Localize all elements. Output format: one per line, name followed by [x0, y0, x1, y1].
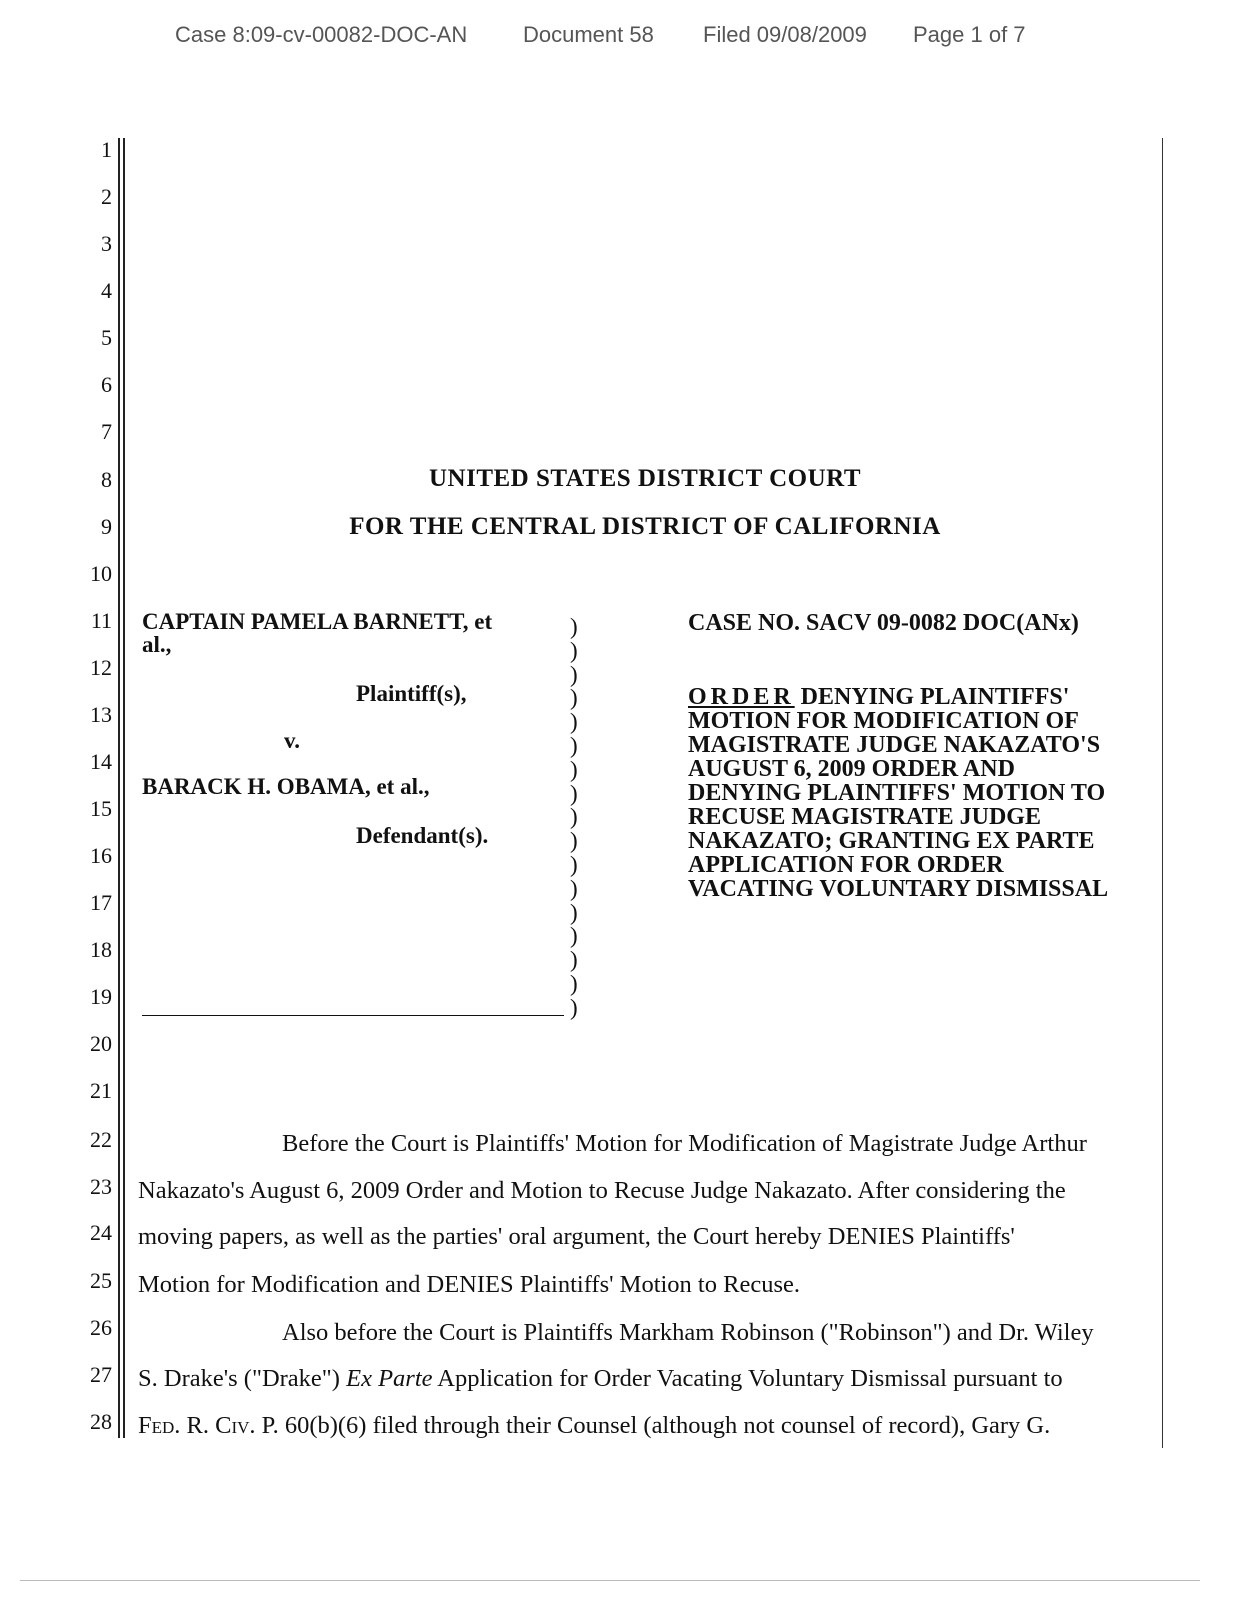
- header-document-number: Document 58: [523, 22, 654, 47]
- body-line-27-italic: Ex Parte: [346, 1365, 433, 1392]
- line-number: 3: [101, 231, 112, 256]
- body-line-23: Nakazato's August 6, 2009 Order and Motion to Recuse Judge Nakazato. After considering the: [138, 1177, 1066, 1204]
- header-page-count: Page 1 of 7: [913, 22, 1026, 47]
- body-line-28-b: 60(b)(6) filed through their Counsel (although not counsel of record), Gary G.: [278, 1412, 1051, 1439]
- line-number: 20: [90, 1031, 112, 1056]
- line-number: 1: [101, 137, 112, 162]
- defendant-label: Defendant(s).: [356, 823, 489, 848]
- plaintiff-name-line1: CAPTAIN PAMELA BARNETT, et: [142, 609, 493, 634]
- versus: v.: [284, 728, 300, 753]
- line-number: 22: [90, 1127, 112, 1152]
- left-margin-rule: [118, 138, 120, 1438]
- line-number: 24: [90, 1220, 112, 1245]
- body-line-26: Also before the Court is Plaintiffs Markham Robinson ("Robinson") and Dr. Wiley: [282, 1319, 1094, 1346]
- line-number: 28: [90, 1409, 112, 1434]
- line-number: 4: [101, 278, 112, 303]
- plaintiff-name-line2: al.,: [142, 632, 172, 657]
- body-line-22: Before the Court is Plaintiffs' Motion for Modification of Magistrate Judge Arthur: [282, 1130, 1087, 1157]
- line-number: 19: [90, 984, 112, 1009]
- line-number: 26: [90, 1315, 112, 1340]
- caption-underline: [142, 1015, 564, 1016]
- case-number: CASE NO. SACV 09-0082 DOC(ANx): [688, 610, 1079, 636]
- line-number: 27: [90, 1362, 112, 1387]
- line-number: 15: [90, 796, 112, 821]
- line-number: 16: [90, 843, 112, 868]
- rule-citation: Fed. R. Civ. P.: [138, 1412, 279, 1439]
- line-number: 9: [101, 514, 112, 539]
- defendant-name: BARACK H. OBAMA, et al.,: [142, 774, 430, 799]
- body-line-24: moving papers, as well as the parties' oral argument, the Court hereby DENIES Plaintiffs': [138, 1223, 1015, 1250]
- line-number: 18: [90, 937, 112, 962]
- left-margin-rule-inner: [123, 138, 125, 1438]
- header-case-number: Case 8:09-cv-00082-DOC-AN: [175, 22, 468, 47]
- body-line-27: [138, 1365, 1063, 1393]
- header-filed-date: Filed 09/08/2009: [703, 22, 867, 47]
- line-number: 10: [90, 561, 112, 586]
- body-line-27-b: Application for Order Vacating Voluntary Dismissal pursuant to: [432, 1365, 1063, 1392]
- body-line-27-a: S. Drake's ("Drake"): [138, 1365, 347, 1392]
- caption-parentheses: ) ) ) ) ) ) ) ) ) ) ) ) ) ) ) ) ): [570, 614, 578, 1020]
- line-number: 6: [101, 372, 112, 397]
- line-number: 8: [101, 467, 112, 492]
- right-margin-rule: [1162, 138, 1163, 1448]
- line-number: 23: [90, 1174, 112, 1199]
- line-number: 17: [90, 890, 112, 915]
- court-district: FOR THE CENTRAL DISTRICT OF CALIFORNIA: [349, 513, 941, 540]
- line-number: 25: [90, 1268, 112, 1293]
- order-title-text: DENYING PLAINTIFFS' MOTION FOR MODIFICATION OF MAGISTRATE JUDGE NAKAZATO'S AUGUST 6, 2009 ORDER AND DENYING PLAINTIFFS' MOTION TO RECUSE MAGISTRATE JUDGE NAKAZATO; GRANTING EX PARTE APPLICATION FOR ORDER VACATING VOLUNTARY DISMISSAL: [688, 684, 1109, 902]
- order-title: [688, 685, 1128, 901]
- order-keyword: ORDER: [688, 684, 795, 710]
- line-number: 5: [101, 325, 112, 350]
- body-line-25: Motion for Modification and DENIES Plaintiffs' Motion to Recuse.: [138, 1271, 800, 1298]
- line-number: 21: [90, 1078, 112, 1103]
- line-number: 11: [90, 608, 112, 633]
- line-number: 14: [90, 749, 112, 774]
- court-name: UNITED STATES DISTRICT COURT: [429, 465, 861, 492]
- page-bottom-edge: [20, 1580, 1200, 1581]
- line-number: 13: [90, 702, 112, 727]
- line-number: 2: [101, 184, 112, 209]
- body-line-28: [138, 1412, 1050, 1440]
- plaintiff-label: Plaintiff(s),: [356, 681, 467, 706]
- line-number: 7: [101, 419, 112, 444]
- line-number: 12: [90, 655, 112, 680]
